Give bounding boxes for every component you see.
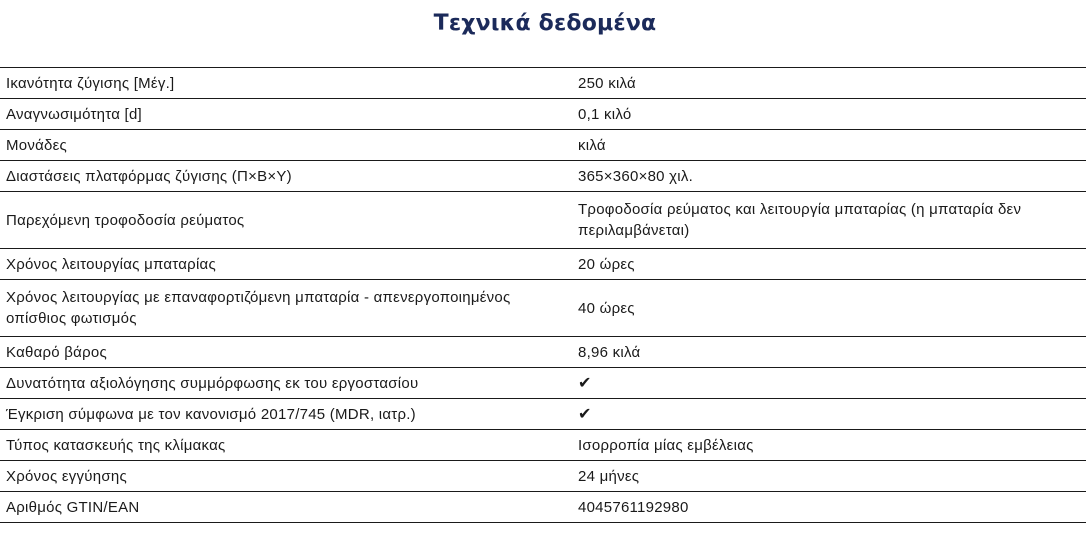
spec-value: 0,1 κιλό bbox=[578, 105, 632, 123]
spec-row-factory-conformity bbox=[0, 368, 1086, 399]
spec-label: Χρόνος εγγύησης bbox=[6, 467, 127, 485]
page-title: Τεχνικά δεδομένα bbox=[433, 11, 657, 36]
spec-value: 8,96 κιλά bbox=[578, 343, 641, 361]
spec-value bbox=[578, 400, 1086, 429]
spec-label: Αριθμός GTIN/EAN bbox=[6, 498, 140, 516]
spec-row-rechargeable-battery-time bbox=[0, 280, 1086, 337]
spec-row-platform-dimensions bbox=[0, 161, 1086, 192]
spec-row-power-supply bbox=[0, 192, 1086, 249]
spec-label: Δυνατότητα αξιολόγησης συμμόρφωσης εκ του εργοστασίου bbox=[6, 374, 419, 392]
spec-label: Καθαρό βάρος bbox=[6, 343, 107, 361]
spec-label: Αναγνωσιμότητα [d] bbox=[6, 105, 142, 123]
spec-value: Ισορροπία μίας εμβέλειας bbox=[578, 436, 754, 454]
spec-label: Χρόνος λειτουργίας με επαναφορτιζόμενη μπαταρία - απενεργοποιημένος οπίσθιος φωτισμός bbox=[6, 289, 511, 327]
spec-label: Ικανότητα ζύγισης [Μέγ.] bbox=[6, 74, 175, 92]
spec-row-gtin-ean bbox=[0, 492, 1086, 523]
spec-value: 250 κιλά bbox=[578, 74, 636, 92]
spec-value: 365×360×80 χιλ. bbox=[578, 167, 694, 185]
spec-row-scale-type bbox=[0, 430, 1086, 461]
spec-label: Διαστάσεις πλατφόρμας ζύγισης (Π×Β×Υ) bbox=[6, 167, 292, 185]
checkmark-icon: ✔ bbox=[578, 403, 592, 423]
spec-row-warranty bbox=[0, 461, 1086, 492]
spec-value: Τροφοδοσία ρεύματος και λειτουργία μπαταρίας (η μπαταρία δεν περιλαμβάνεται) bbox=[578, 201, 1022, 239]
checkmark-icon: ✔ bbox=[578, 372, 592, 392]
spec-row-units bbox=[0, 130, 1086, 161]
specs-table bbox=[0, 67, 1086, 523]
spec-label: Χρόνος λειτουργίας μπαταρίας bbox=[6, 255, 216, 273]
spec-row-net-weight bbox=[0, 337, 1086, 368]
spec-value bbox=[578, 369, 1086, 398]
spec-label: Μονάδες bbox=[6, 136, 68, 154]
spec-value: 4045761192980 bbox=[578, 498, 689, 516]
spec-value: 40 ώρες bbox=[578, 299, 635, 317]
spec-label: Παρεχόμενη τροφοδοσία ρεύματος bbox=[6, 211, 245, 229]
spec-row-battery-time bbox=[0, 249, 1086, 280]
spec-row-mdr-approval bbox=[0, 399, 1086, 430]
spec-value: 20 ώρες bbox=[578, 255, 635, 273]
spec-value: κιλά bbox=[578, 136, 606, 154]
spec-row-capacity bbox=[0, 68, 1086, 99]
spec-label: Τύπος κατασκευής της κλίμακας bbox=[6, 436, 226, 454]
spec-value: 24 μήνες bbox=[578, 467, 640, 485]
spec-label: Έγκριση σύμφωνα με τον κανονισμό 2017/745 (MDR, ιατρ.) bbox=[6, 405, 416, 423]
spec-row-readability bbox=[0, 99, 1086, 130]
